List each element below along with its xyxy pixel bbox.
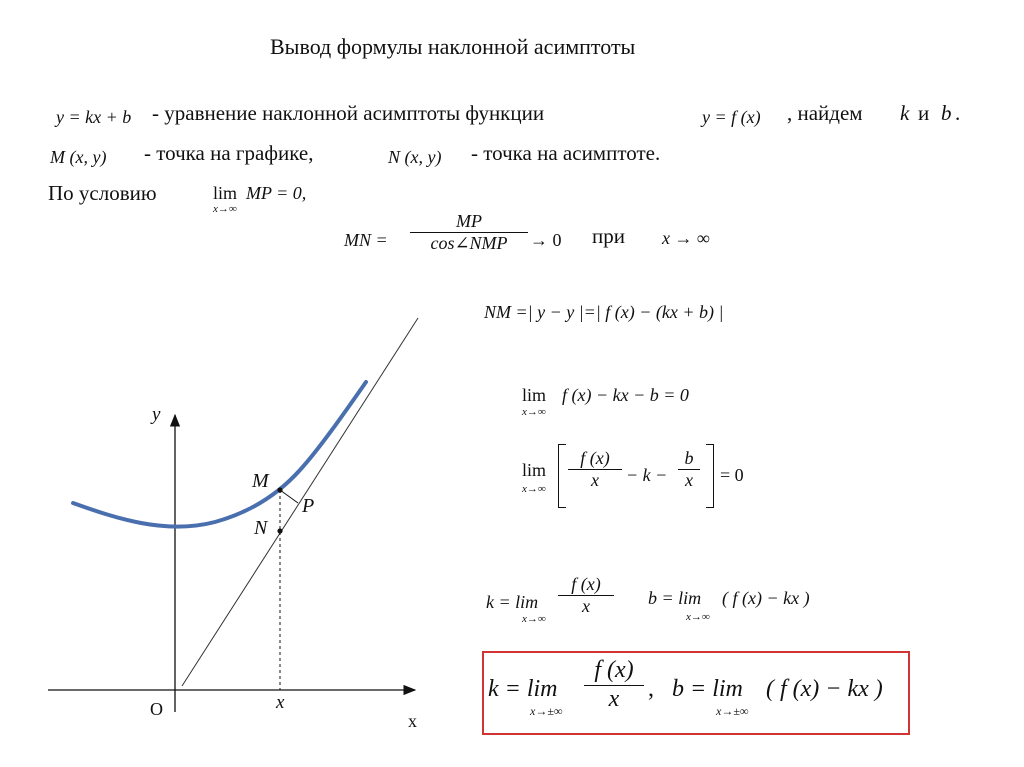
- lim2-num1: f (x): [580, 448, 610, 468]
- line1-text-find: , найдем: [787, 101, 863, 125]
- lim2-den1: x: [591, 469, 599, 490]
- k-formula-lhs: k = lim: [486, 592, 539, 612]
- limit-word: lim: [213, 183, 238, 203]
- k-symbol: k: [900, 101, 910, 125]
- condition-text: По условию: [48, 181, 157, 205]
- mn-lhs: MN =: [344, 230, 388, 250]
- final-k-subscript: x→±∞: [530, 704, 563, 718]
- function-equation: y = f (x): [702, 107, 761, 127]
- x-to-infinity: x → ∞: [662, 228, 710, 248]
- lim2-rhs: = 0: [720, 465, 744, 485]
- line2-text2: - точка на асимптоте.: [471, 141, 661, 165]
- k-formula-subscript: x→∞: [522, 613, 546, 625]
- perpendicular-mp: [280, 490, 298, 503]
- final-k-num: f (x): [594, 657, 634, 683]
- m-label: M: [252, 470, 269, 492]
- lim1-expr: f (x) − kx − b = 0: [562, 385, 689, 405]
- lim1-word: lim: [522, 385, 547, 405]
- lim2-subscript: x→∞: [522, 483, 546, 495]
- n-label: N: [254, 517, 268, 539]
- point-n: [277, 528, 282, 533]
- line2-text1: - точка на графике,: [144, 141, 314, 165]
- final-b-expr: ( f (x) − kx ): [766, 676, 883, 702]
- mn-numerator: MP: [456, 211, 482, 231]
- final-k-den: x: [608, 685, 620, 712]
- lim2-mid: − k −: [626, 465, 668, 485]
- asymptote-equation: y = kx + b: [56, 107, 132, 127]
- lim2-den2: x: [685, 469, 693, 490]
- k-formula-num: f (x): [571, 574, 601, 594]
- function-curve: [73, 382, 366, 527]
- mn-denominator: cos∠NMP: [430, 232, 508, 253]
- point-m-coords: M (x, y): [50, 147, 107, 167]
- line1-period: .: [955, 101, 961, 125]
- final-comma: ,: [648, 676, 654, 702]
- nm-formula: NM =| y − y |=| f (x) − (kx + b) |: [484, 302, 724, 322]
- lim2-num2: b: [684, 448, 694, 468]
- b-formula-subscript: x→∞: [686, 611, 710, 623]
- asymptote-line: [182, 318, 418, 686]
- x-axis-label: x: [408, 711, 417, 731]
- p-label: P: [302, 495, 315, 517]
- limit-condition-expr: MP = 0,: [246, 183, 307, 203]
- final-b-subscript: x→±∞: [716, 704, 749, 718]
- and-word: и: [918, 101, 930, 125]
- lim2-word: lim: [522, 460, 547, 480]
- x-tick-label: x: [276, 692, 285, 713]
- b-formula-expr: ( f (x) − kx ): [722, 588, 810, 608]
- b-symbol: b: [941, 101, 952, 125]
- y-axis-label: y: [152, 404, 161, 425]
- b-formula-lhs: b = lim: [648, 588, 702, 608]
- pri-word: при: [592, 224, 625, 248]
- final-k-lhs: k = lim: [488, 676, 558, 702]
- limit-subscript: x→∞: [213, 203, 237, 215]
- mn-rhs: → 0: [530, 230, 562, 250]
- slide-title: Вывод формулы наклонной асимптоты: [270, 34, 636, 59]
- point-m: [277, 487, 282, 492]
- k-formula-den: x: [582, 595, 590, 616]
- point-n-coords: N (x, y): [388, 147, 442, 167]
- lim1-subscript: x→∞: [522, 406, 546, 418]
- final-b-lhs: b = lim: [672, 676, 743, 702]
- line1-text: - уравнение наклонной асимптоты функции: [152, 101, 545, 125]
- origin-label: O: [150, 699, 163, 719]
